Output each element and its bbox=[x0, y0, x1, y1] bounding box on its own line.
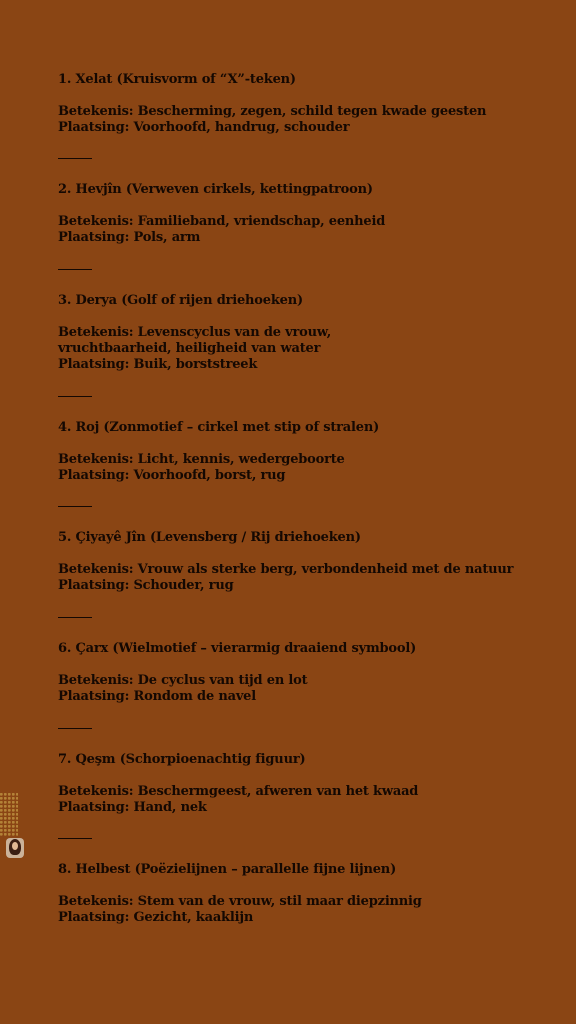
list-item bbox=[58, 420, 558, 484]
list-item bbox=[58, 293, 558, 373]
entry-title: 5. Çiyayê Jîn (Levensberg / Rij driehoeken) bbox=[58, 530, 361, 545]
entry-meaning: Betekenis: Bescherming, zegen, schild tegen kwade geesten bbox=[58, 104, 487, 119]
entry-meaning: Betekenis: De cyclus van tijd en lot bbox=[58, 673, 308, 688]
entry-placement: Plaatsing: Voorhoofd, handrug, schouder bbox=[58, 120, 350, 135]
entry-title: 3. Derya (Golf of rijen driehoeken) bbox=[58, 293, 303, 308]
entry-meaning: Betekenis: Beschermgeest, afweren van het kwaad bbox=[58, 784, 419, 799]
entry-title: 8. Helbest (Poëzielijnen – parallelle fijne lijnen) bbox=[58, 862, 397, 877]
entry-title: 6. Çarx (Wielmotief – vierarmig draaiend symbool) bbox=[58, 641, 417, 656]
divider bbox=[58, 158, 92, 159]
avatar[interactable] bbox=[6, 838, 24, 858]
entry-placement: Plaatsing: Hand, nek bbox=[58, 800, 207, 815]
glitter-decoration bbox=[0, 793, 18, 837]
list-item bbox=[58, 530, 558, 594]
list-item bbox=[58, 182, 558, 246]
list-item bbox=[58, 72, 558, 136]
list-item bbox=[58, 862, 558, 926]
divider bbox=[58, 838, 92, 839]
divider bbox=[58, 269, 92, 270]
entry-meaning: Betekenis: Vrouw als sterke berg, verbondenheid met de natuur bbox=[58, 562, 514, 577]
entry-placement: Plaatsing: Gezicht, kaaklijn bbox=[58, 910, 254, 925]
entry-title: 1. Xelat (Kruisvorm of “X”-teken) bbox=[58, 72, 296, 87]
divider bbox=[58, 728, 92, 729]
divider bbox=[58, 396, 92, 397]
divider bbox=[58, 506, 92, 507]
entry-title: 7. Qeşm (Schorpioenachtig figuur) bbox=[58, 752, 306, 767]
entry-title: 2. Hevjîn (Verweven cirkels, kettingpatroon) bbox=[58, 182, 373, 197]
entry-placement: Plaatsing: Buik, borststreek bbox=[58, 357, 258, 372]
entry-title: 4. Roj (Zonmotief – cirkel met stip of stralen) bbox=[58, 420, 380, 435]
entry-placement: Plaatsing: Schouder, rug bbox=[58, 578, 234, 593]
list-item bbox=[58, 641, 558, 705]
entry-placement: Plaatsing: Rondom de navel bbox=[58, 689, 256, 704]
entry-meaning: Betekenis: Licht, kennis, wedergeboorte bbox=[58, 452, 345, 467]
divider bbox=[58, 617, 92, 618]
entry-placement: Plaatsing: Pols, arm bbox=[58, 230, 201, 245]
entry-meaning: Betekenis: Levenscyclus van de vrouw, vruchtbaarheid, heiligheid van water bbox=[58, 325, 332, 356]
list-item bbox=[58, 752, 558, 816]
entry-placement: Plaatsing: Voorhoofd, borst, rug bbox=[58, 468, 286, 483]
entry-meaning: Betekenis: Stem van de vrouw, stil maar diepzinnig bbox=[58, 894, 422, 909]
entry-meaning: Betekenis: Familieband, vriendschap, eenheid bbox=[58, 214, 386, 229]
